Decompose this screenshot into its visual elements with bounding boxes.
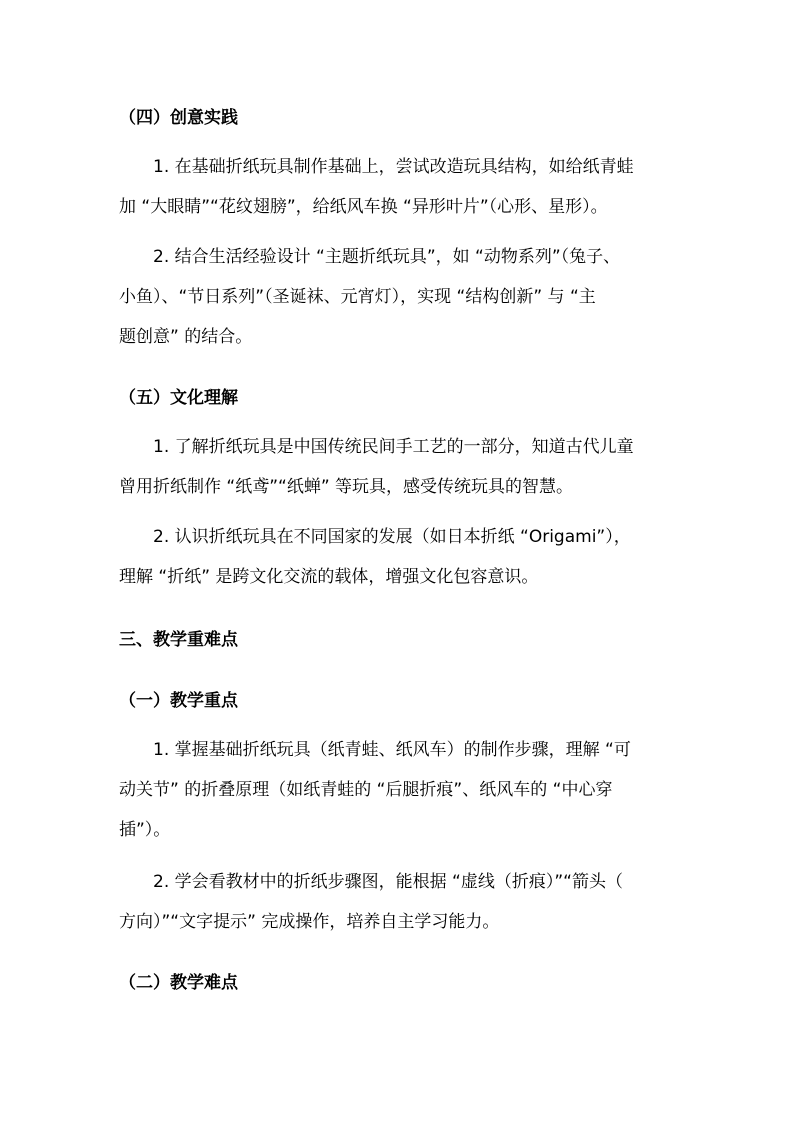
paragraph-line: 理解 “折纸” 是跨文化交流的载体，增强文化包容意识。 [119, 567, 539, 587]
paragraph-line: 题创意” 的结合。 [119, 327, 253, 347]
paragraph-line: 1. 了解折纸玩具是中国传统民间手工艺的一部分，知道古代儿童 [153, 437, 634, 457]
paragraph-teaching-focus-1 [119, 730, 679, 850]
chapter-heading-key-difficult-points: 三、教学重难点 [119, 630, 238, 650]
paragraph-cultural-understanding-2 [119, 517, 679, 597]
paragraph-line: 插”）。 [119, 820, 171, 840]
section-heading-teaching-focus: （一）教学重点 [119, 691, 238, 711]
paragraph-creative-practice-2 [119, 237, 679, 357]
paragraph-line: 1. 掌握基础折纸玩具（纸青蛙、纸风车）的制作步骤，理解 “可 [153, 740, 631, 760]
paragraph-line: 2. 结合生活经验设计 “主题折纸玩具”，如 “动物系列”（兔子、 [153, 247, 621, 267]
paragraph-line: 方向）”“文字提示” 完成操作，培养自主学习能力。 [119, 912, 500, 932]
paragraph-line: 小鱼）、“节日系列”（圣诞袜、元宵灯），实现 “结构创新” 与 “主 [119, 287, 596, 307]
paragraph-creative-practice-1 [119, 147, 679, 227]
paragraph-line: 1. 在基础折纸玩具制作基础上，尝试改造玩具结构，如给纸青蛙 [153, 157, 634, 177]
paragraph-cultural-understanding-1 [119, 427, 679, 507]
section-heading-creative-practice: （四）创意实践 [119, 108, 238, 128]
paragraph-line: 动关节” 的折叠原理（如纸青蛙的 “后腿折痕”、纸风车的 “中心穿 [119, 780, 613, 800]
paragraph-line: 2. 认识折纸玩具在不同国家的发展（如日本折纸 “Origami”）， [153, 527, 631, 547]
section-heading-teaching-difficulty: （二）教学难点 [119, 973, 238, 993]
paragraph-line: 加 “大眼睛”“花纹翅膀”，给纸风车换 “异形叶片”（心形、星形）。 [119, 197, 608, 217]
section-heading-cultural-understanding: （五）文化理解 [119, 388, 238, 408]
paragraph-teaching-focus-2 [119, 862, 679, 942]
paragraph-line: 曾用折纸制作 “纸鸢”“纸蝉” 等玩具，感受传统玩具的智慧。 [119, 477, 574, 497]
paragraph-line: 2. 学会看教材中的折纸步骤图，能根据 “虚线（折痕）”“箭头（ [153, 872, 623, 892]
